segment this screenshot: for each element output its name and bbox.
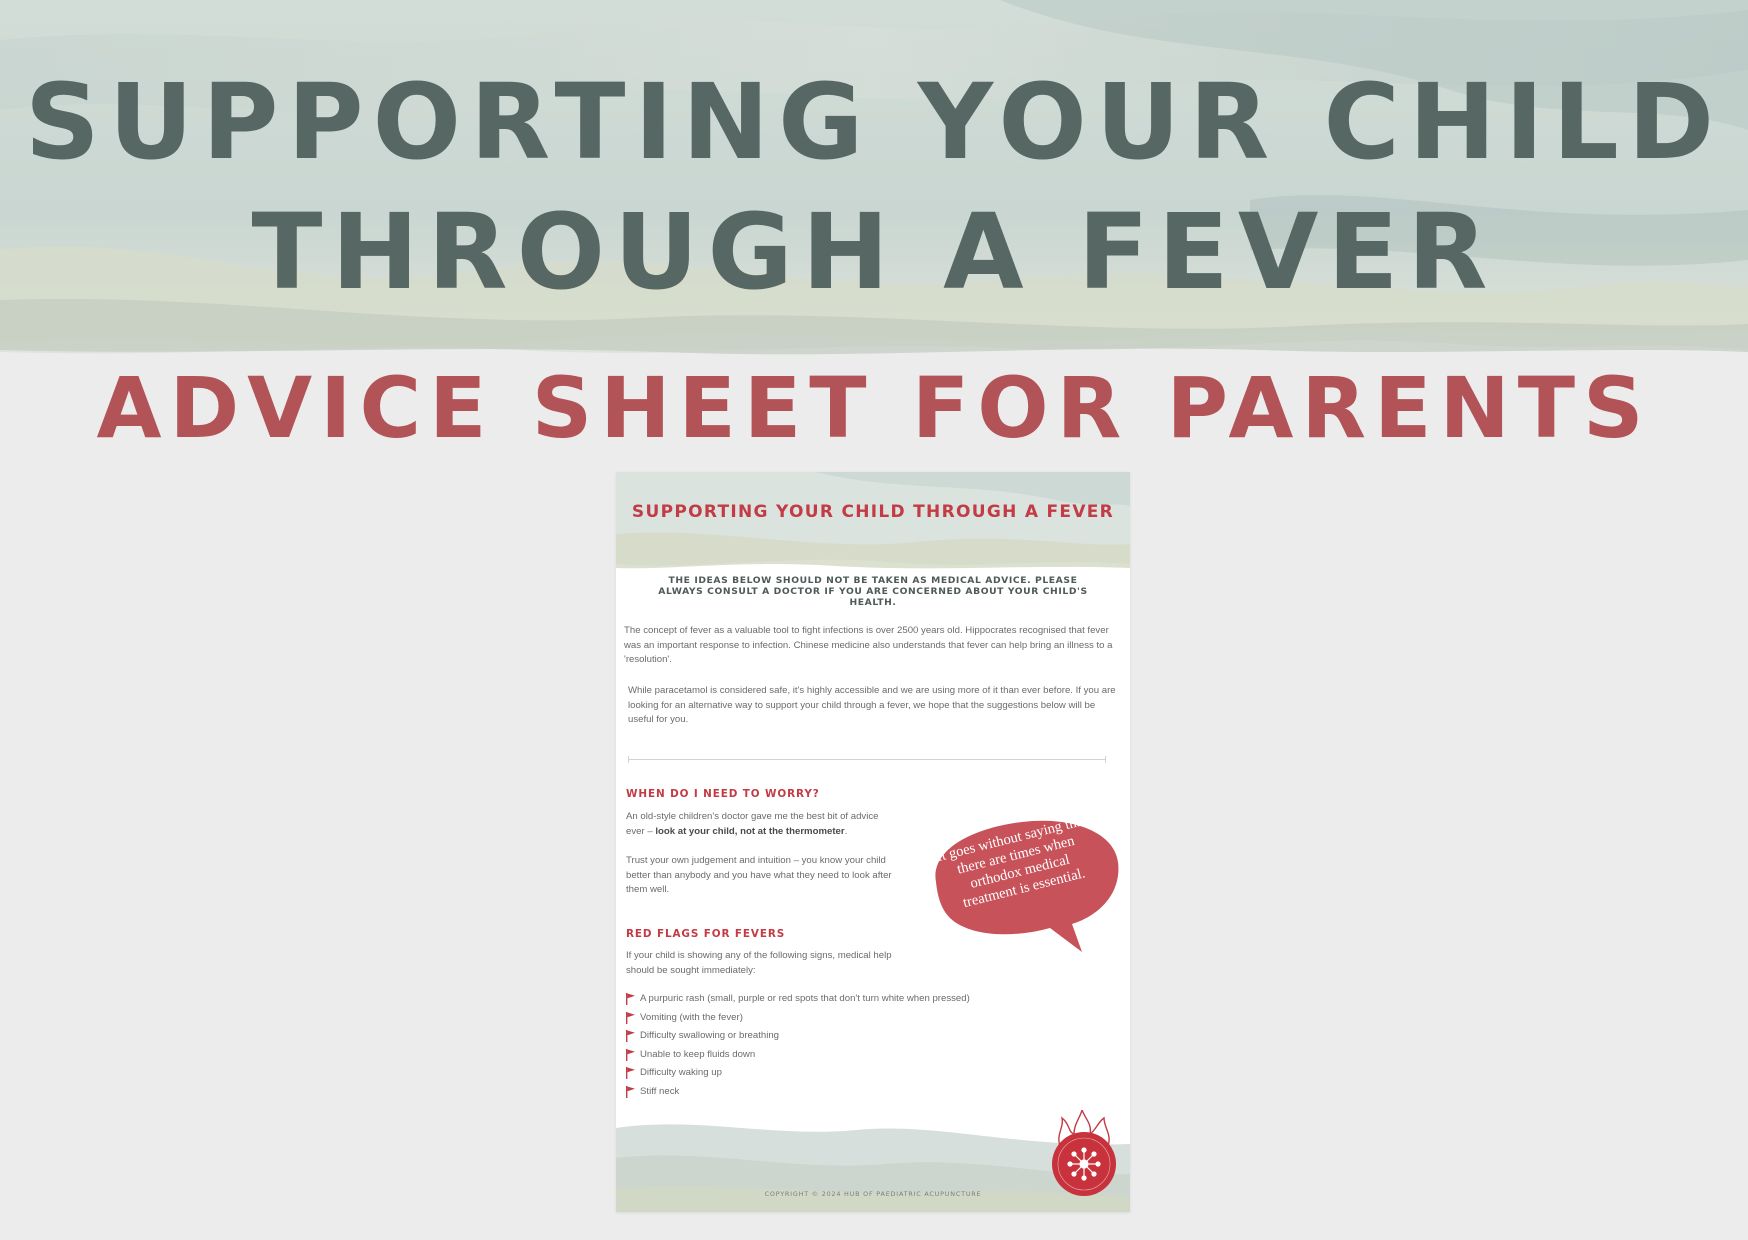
red-flag-icon: [626, 1086, 636, 1098]
red-flag-icon: [626, 1030, 636, 1042]
red-flags-intro: If your child is showing any of the following signs, medical help should be sought immediately:: [626, 950, 892, 976]
title-line-1: SUPPORTING YOUR CHILD: [24, 61, 1724, 183]
intro-paragraph-2: While paracetamol is considered safe, it's highly accessible and we are using more of it than ever before. If you are looking for an alternative way to support your child through a fever, we hope that the suggestions below will be useful for you.: [628, 685, 1116, 725]
list-item: Unable to keep fluids down: [626, 1047, 1106, 1066]
list-item: Difficulty waking up: [626, 1065, 1106, 1084]
section-heading-when-to-worry: WHEN DO I NEED TO WORRY?: [626, 788, 820, 800]
intuition-paragraph: Trust your own judgement and intuition – you know your child better than anybody and you have what they need to look after them well.: [626, 855, 892, 895]
section-heading-red-flags: RED FLAGS FOR FEVERS: [626, 928, 786, 940]
advice-paragraph: An old-style children's doctor gave me the best bit of advice ever – look at your child, not at the thermometer.: [626, 811, 879, 837]
list-item: Vomiting (with the fever): [626, 1010, 1106, 1029]
advice-sheet-preview: [616, 472, 1130, 1212]
quote-bubble-text: It goes without saying that there are times when orthodox medical treatment is essential.: [935, 812, 1089, 912]
subtitle: ADVICE SHEET FOR PARENTS: [96, 359, 1652, 457]
doc-disclaimer: THE IDEAS BELOW SHOULD NOT BE TAKEN AS MEDICAL ADVICE. PLEASE ALWAYS CONSULT A DOCTOR IF YOU ARE CONCERNED ABOUT YOUR CHILD'S HEALTH.: [658, 575, 1088, 608]
hub-logo-seal: [1046, 1110, 1122, 1198]
doc-title: SUPPORTING YOUR CHILD THROUGH A FEVER: [631, 502, 1115, 522]
red-flag-icon: [626, 1012, 636, 1024]
divider: [628, 759, 1106, 760]
title-line-2: THROUGH A FEVER: [251, 191, 1497, 313]
red-flag-icon: [626, 1067, 636, 1079]
doc-watercolor-header: [616, 472, 1130, 572]
red-flags-list: [626, 991, 1106, 1103]
list-item: Stiff neck: [626, 1084, 1106, 1103]
advice-emphasis: look at your child, not at the thermometer: [655, 825, 845, 837]
intro-paragraph-1: The concept of fever as a valuable tool to fight infections is over 2500 years old. Hippocrates recognised that fever was an important response to infection. Chinese medicine also understands that fever can help bring an illness to a 'resolution'.: [624, 625, 1113, 665]
copyright-notice: COPYRIGHT © 2024 HUB OF PAEDIATRIC ACUPUNCTURE: [764, 1190, 982, 1198]
list-item: Difficulty swallowing or breathing: [626, 1028, 1106, 1047]
list-item: A purpuric rash (small, purple or red spots that don't turn white when pressed): [626, 991, 1106, 1010]
red-flag-icon: [626, 993, 636, 1005]
red-flag-icon: [626, 1049, 636, 1061]
